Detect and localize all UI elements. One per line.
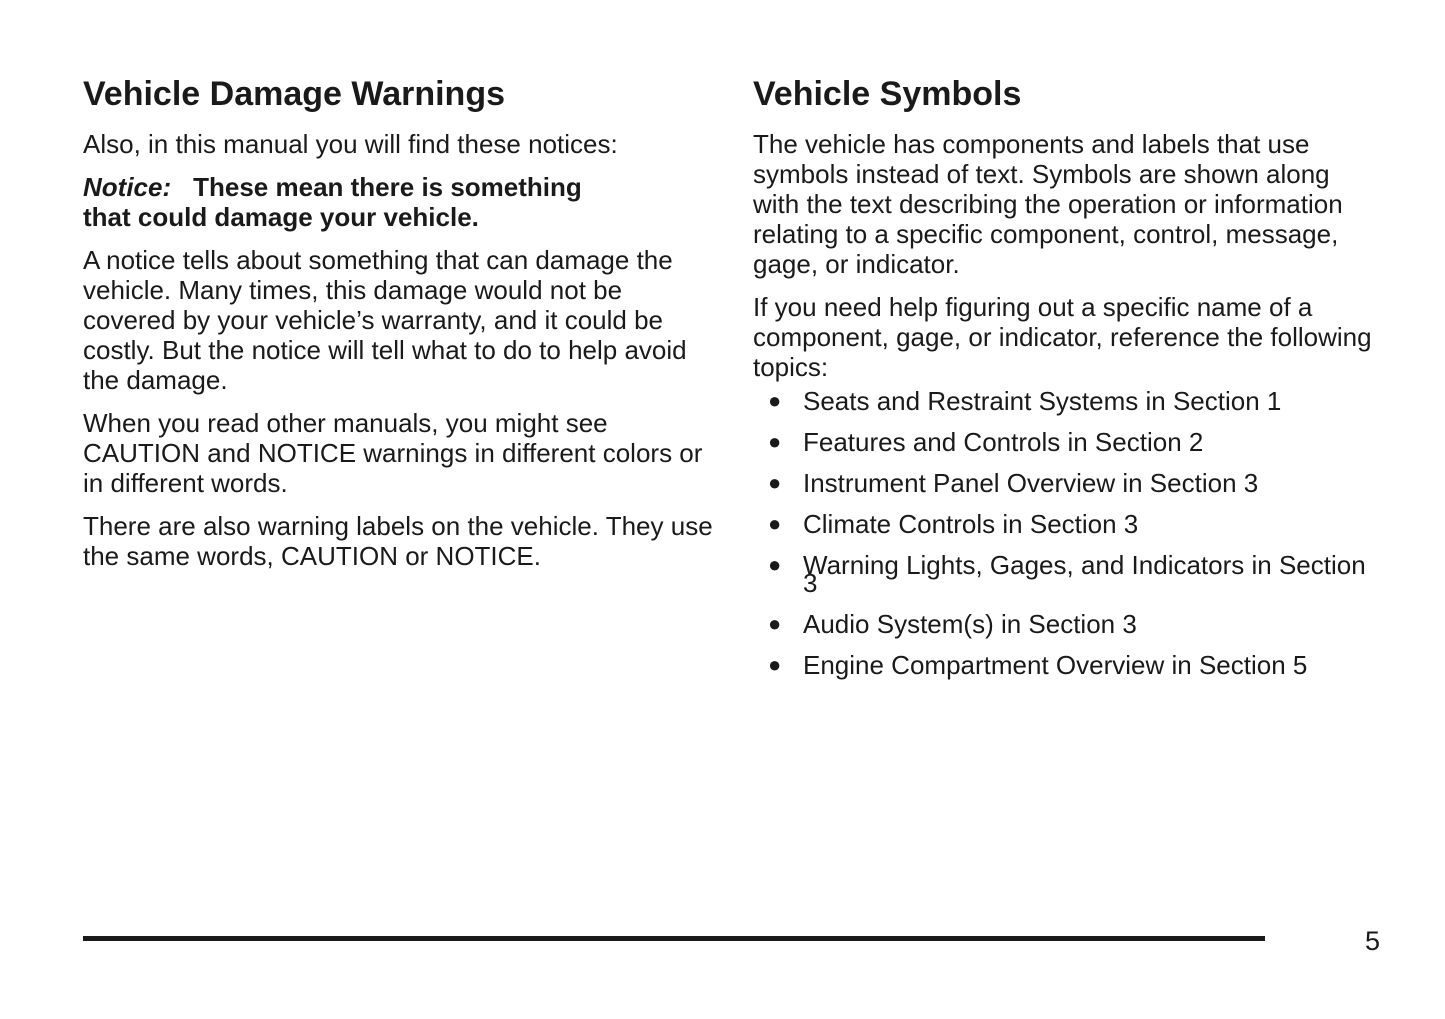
bullet-icon: ● [768, 652, 782, 677]
right-column [753, 74, 1378, 697]
list-item: ● Features and Controls in Section 2 [768, 427, 1204, 457]
symbols-description: The vehicle has components and labels that use symbols instead of text. Symbols are shown along with the text describing the operation or information relating to a specific component, control, message, gage, or indicator. [753, 129, 1343, 279]
bullet-icon: ● [768, 552, 782, 577]
list-item: ● Engine Compartment Overview in Section 5 [768, 650, 1308, 680]
notice-explanation: A notice tells about something that can damage the vehicle. Many times, this damage would not be covered by your vehicle’s warranty, and it could be costly. But the notice will tell what to do to help avoid the damage. [83, 245, 687, 395]
bullet-icon: ● [768, 470, 782, 495]
bullet-icon: ● [768, 388, 782, 413]
section-title-vehicle-symbols: Vehicle Symbols [753, 75, 1022, 113]
list-item: ● Seats and Restraint Systems in Section 1 [768, 386, 1282, 416]
list-item: ● Instrument Panel Overview in Section 3 [768, 468, 1259, 498]
other-manuals-text: When you read other manuals, you might see CAUTION and NOTICE warnings in different colors or in different words. [83, 408, 703, 498]
left-column [83, 74, 715, 584]
intro-text: Also, in this manual you will find these notices: [83, 129, 618, 159]
bullet-icon: ● [768, 429, 782, 454]
list-item: ● Warning Lights, Gages, and Indicators in Section 3 [768, 550, 1366, 598]
bullet-icon: ● [768, 511, 782, 536]
warning-labels-text: There are also warning labels on the vehicle. They use the same words, CAUTION or NOTICE. [83, 511, 713, 571]
notice-block [83, 172, 715, 232]
notice-text-line1: These mean there is something [193, 172, 582, 202]
list-item: ● Climate Controls in Section 3 [768, 509, 1139, 539]
topics-intro: If you need help figuring out a specific name of a component, gage, or indicator, reference the following topics: [753, 292, 1372, 382]
page-number: 5 [1364, 926, 1380, 956]
bullet-icon: ● [768, 611, 782, 636]
notice-label: Notice: [83, 172, 172, 202]
section-title-damage-warnings: Vehicle Damage Warnings [83, 75, 505, 113]
footer-rule [83, 936, 1265, 941]
topics-list [753, 386, 1378, 680]
notice-text-line2: that could damage your vehicle. [83, 202, 479, 232]
list-item: ● Audio System(s) in Section 3 [768, 609, 1137, 639]
